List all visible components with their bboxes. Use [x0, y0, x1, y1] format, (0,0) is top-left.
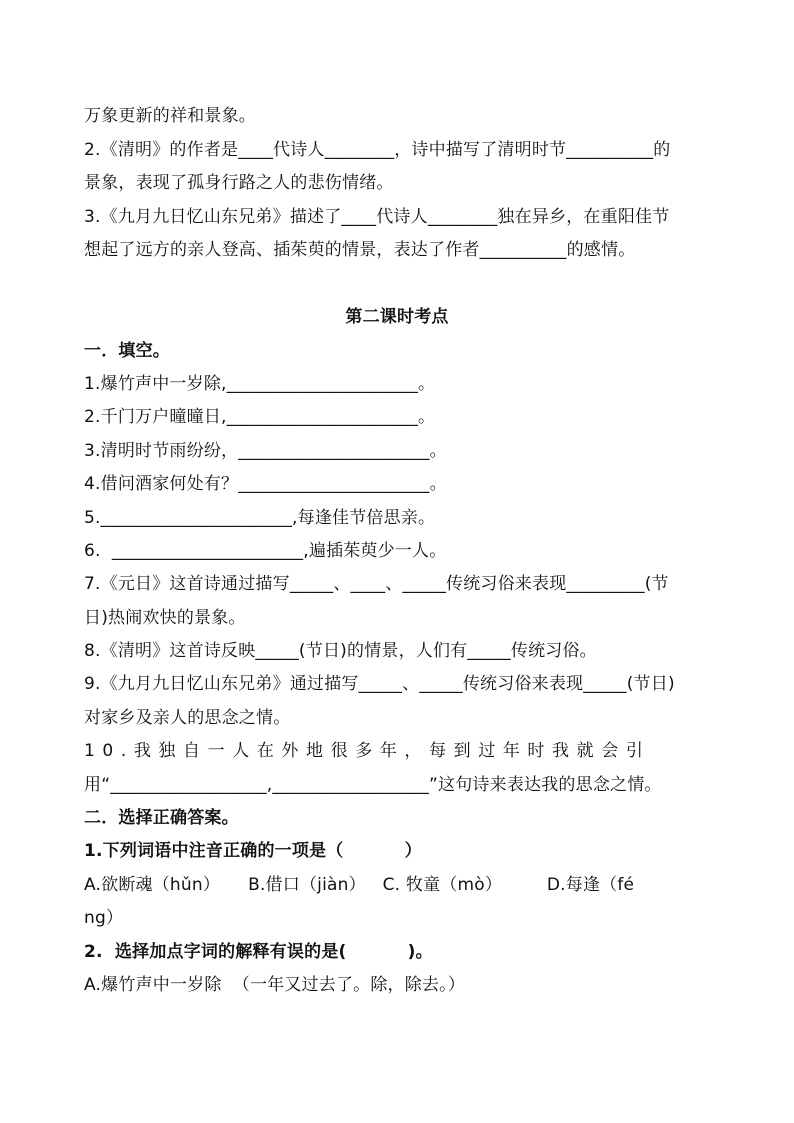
intro-question-2-line-2: 景象，表现了孤身行路之人的悲伤情绪。 — [84, 173, 394, 193]
fill-item-3: 3.清明时节雨纷纷，______________________。 — [84, 441, 447, 461]
choice-question-2: 2. 选择加点字词的解释有误的是( )。 — [84, 942, 433, 962]
fill-item-2: 2.千门万户曈曈日,______________________。 — [84, 407, 436, 427]
fill-item-10-line-1: 10.我独自一人在外地很多年，每到过年时我就会引 — [84, 741, 651, 761]
fill-item-7-line-2: 日)热闹欢快的景象。 — [84, 608, 246, 628]
part2-heading: 二．选择正确答案。 — [84, 808, 239, 828]
intro-question-3-line-1: 3.《九月九日忆山东兄弟》描述了____代诗人________独在异乡，在重阳佳节 — [84, 207, 670, 227]
choice-question-1: 1.下列词语中注音正确的一项是（ ） — [84, 841, 422, 861]
fill-item-4: 4.借问酒家何处有？______________________。 — [84, 474, 447, 494]
part1-heading: 一．填空。 — [84, 341, 170, 361]
fill-item-9-line-1: 9.《九月九日忆山东兄弟》通过描写_____、_____传统习俗来表现_____(节日) — [84, 674, 675, 694]
intro-question-3-line-2: 想起了远方的亲人登高、插茱萸的情景，表达了作者__________的感情。 — [84, 240, 636, 260]
fill-item-8: 8.《清明》这首诗反映_____(节日)的情景，人们有_____传统习俗。 — [84, 641, 597, 661]
choice-question-1-options-line-2: ng） — [84, 908, 124, 928]
choice-question-1-options-line-1: A.欲断魂（hǔn） B.借口（jiàn） C. 牧童（mò） D.每逢（fé — [84, 875, 635, 895]
section-title: 第二课时考点 — [345, 307, 449, 327]
fill-item-9-line-2: 对家乡及亲人的思念之情。 — [84, 708, 291, 728]
choice-question-2-option-a: A.爆竹声中一岁除 （一年又过去了。除，除去。） — [84, 975, 466, 995]
intro-line-1: 万象更新的祥和景象。 — [84, 106, 256, 126]
fill-item-5: 5.______________________,每逢佳节倍思亲。 — [84, 508, 436, 528]
fill-item-6: 6. ______________________,遍插茱萸少一人。 — [84, 541, 447, 561]
fill-item-1: 1.爆竹声中一岁除,______________________。 — [84, 374, 436, 394]
intro-question-2-line-1: 2.《清明》的作者是____代诗人________，诗中描写了清明时节__________的 — [84, 140, 671, 160]
fill-item-10-line-2: 用“__________________,__________________”这句诗来表达我的思念之情。 — [84, 775, 662, 795]
fill-item-7-line-1: 7.《元日》这首诗通过描写_____、____、_____传统习俗来表现_________(节 — [84, 574, 669, 594]
